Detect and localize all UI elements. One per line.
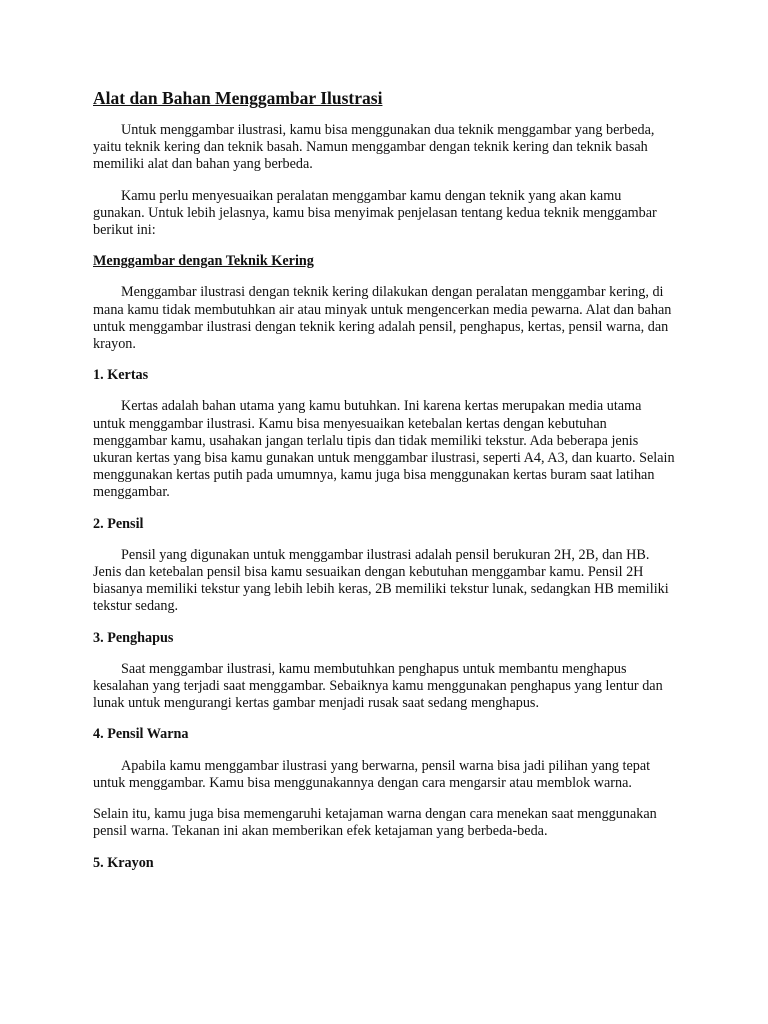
item-paragraph-pensil-warna: Apabila kamu menggambar ilustrasi yang berwarna, pensil warna bisa jadi pilihan yang tepat untuk menggambar. Kamu bisa menggunakannya dengan cara mengarsir atau memblok warna. xyxy=(93,757,651,791)
section-heading: Menggambar dengan Teknik Kering xyxy=(93,253,314,270)
item-heading-penghapus: 3. Penghapus xyxy=(93,629,174,646)
item-paragraph-kertas: Kertas adalah bahan utama yang kamu butuhkan. Ini karena kertas merupakan media utama untuk menggambar ilustrasi. Kamu bisa menyesuaikan ketebalan kertas dengan kebutuhan menggambar kamu, usahakan jangan terlalu tipis dan tidak memiliki tekstur. Ada beberapa jenis ukuran kertas yang bisa kamu gunakan untuk menggambar ilustrasi, seperti A4, A3, dan kuarto. Selain menggunakan kertas putih pada umumnya, kamu juga bisa menggunakan kertas buram saat latihan menggambar. xyxy=(93,398,675,501)
intro-paragraph-2: Kamu perlu menyesuaikan peralatan menggambar kamu dengan teknik yang akan kamu gunakan. Untuk lebih jelasnya, kamu bisa menyimak penjelasan tentang kedua teknik menggambar berikut ini: xyxy=(93,187,657,239)
item-paragraph-penghapus: Saat menggambar ilustrasi, kamu membutuhkan penghapus untuk membantu menghapus kesalahan yang terjadi saat menggambar. Sebaiknya kamu menggunakan penghapus yang lentur dan lunak untuk mengurangi kertas gambar menjadi rusak saat sedang menghapus. xyxy=(93,660,663,712)
intro-paragraph-1: Untuk menggambar ilustrasi, kamu bisa menggunakan dua teknik menggambar yang berbeda, yaitu teknik kering dan teknik basah. Namun menggambar dengan teknik kering dan teknik basah memiliki alat dan bahan yang berbeda. xyxy=(93,122,655,173)
item-paragraph-pensil-warna-extra: Selain itu, kamu juga bisa memengaruhi ketajaman warna dengan cara menekan saat menggunakan pensil warna. Tekanan ini akan memberikan efek ketajaman yang berbeda-beda. xyxy=(93,806,657,840)
item-heading-pensil: 2. Pensil xyxy=(93,515,144,532)
item-paragraph-pensil: Pensil yang digunakan untuk menggambar ilustrasi adalah pensil berukuran 2H, 2B, dan HB. Jenis dan ketebalan pensil bisa kamu sesuaikan dengan kebutuhan menggambar kamu. Pensil 2H biasanya memiliki tekstur yang lebih lebih keras, 2B memiliki tekstur lunak, sedangkan HB memiliki tekstur sedang. xyxy=(93,546,669,615)
item-heading-kertas: 1. Kertas xyxy=(93,367,149,384)
item-heading-krayon: 5. Krayon xyxy=(93,854,154,871)
item-heading-pensil-warna: 4. Pensil Warna xyxy=(93,726,189,743)
section-intro-paragraph: Menggambar ilustrasi dengan teknik kering dilakukan dengan peralatan menggambar kering, di mana kamu tidak membutuhkan air atau minyak untuk mengencerkan media pewarna. Alat dan bahan untuk menggambar ilustrasi dengan teknik kering adalah pensil, penghapus, kertas, pensil warna, dan krayon. xyxy=(93,284,672,353)
document-title: Alat dan Bahan Menggambar Ilustrasi xyxy=(93,88,383,108)
